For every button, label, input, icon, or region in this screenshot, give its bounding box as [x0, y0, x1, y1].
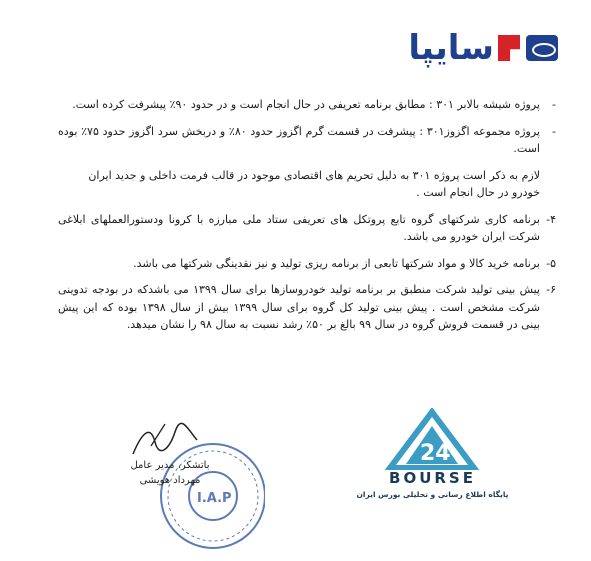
list-item-4: [58, 211, 556, 246]
bourse-logo-icon: [350, 408, 515, 470]
stamp-text: I.A.P: [197, 491, 232, 506]
signatory-title: باتشکر، مدیر عامل: [130, 460, 210, 471]
item-text: برنامه کاری شرکتهای گروه تابع پروتکل های تعریفی ستاد ملی مبارزه با کرونا ودستورالعملهای ابلاغی شرکت ایران خودرو می باشد.: [58, 212, 540, 243]
logo-wordmark: سایپا: [408, 28, 494, 68]
signatory: [125, 458, 215, 488]
letter-body: [58, 96, 556, 343]
list-item-exhaust: [58, 123, 556, 158]
bourse-wordmark: BOURSE: [389, 469, 476, 487]
saipa-logo: [368, 28, 558, 68]
saipa-emblem-icon: [526, 35, 558, 61]
item-text: پروژه مجموعه اگزوز۳۰۱ : پیشرفت در قسمت گرم اگزوز حدود ۸۰٪ و دربخش سرد اگزوز حدود ۷۵٪ بوده است.: [58, 124, 540, 155]
list-item-6: [58, 281, 556, 334]
signatory-name: مهرداد هویشی: [139, 475, 201, 486]
note-paragraph: لازم به ذکر است پروژه ۳۰۱ به دلیل تحریم های اقتصادی موجود در قالب فرمت داخلی و جدید ایران خودرو در حال انجام است .: [88, 168, 540, 199]
list-item-5: [58, 255, 556, 273]
item-number: ۶-: [546, 283, 556, 296]
item-text: برنامه خرید کالا و مواد شرکتها تابعی از برنامه ریزی تولید و نیز نقدینگی شرکتها می باشد.: [133, 256, 540, 270]
bourse-subtitle: پایگاه اطلاع رسانی و تحلیلی بورس ایران: [356, 490, 509, 499]
item-number: ۴-: [546, 212, 556, 226]
item-marker: -: [552, 98, 556, 111]
list-item-window-lifter: [58, 96, 556, 114]
bourse-watermark: [350, 408, 515, 528]
handwritten-signature-icon: [125, 420, 205, 462]
item-marker: -: [552, 124, 556, 138]
svg-text:24: 24: [420, 441, 451, 466]
item-number: ۵-: [546, 256, 556, 270]
signature-block: [105, 420, 345, 555]
saipa-red-mark: [498, 35, 520, 61]
item-text: پروژه شیشه بالابر ۳۰۱ : مطابق برنامه تعریفی در حال انجام است و در حدود ۹۰٪ پیشرفت کرده است.: [72, 98, 540, 111]
item-text: پیش بینی تولید شرکت منطبق بر برنامه تولید خودروسازها برای سال ۱۳۹۹ می باشدکه در بودجه تدوینی شرکت مشخص است . پیش بینی تولید کل گروه برای سال ۱۳۹۹ بیش از سال ۱۳۹۸ بوده که این پیش بینی در قسمت فروش گروه در سال ۹۹ بالغ بر ۵۰٪ رشد نسبت به سال ۹۸ را نشان میدهد.: [58, 283, 540, 331]
